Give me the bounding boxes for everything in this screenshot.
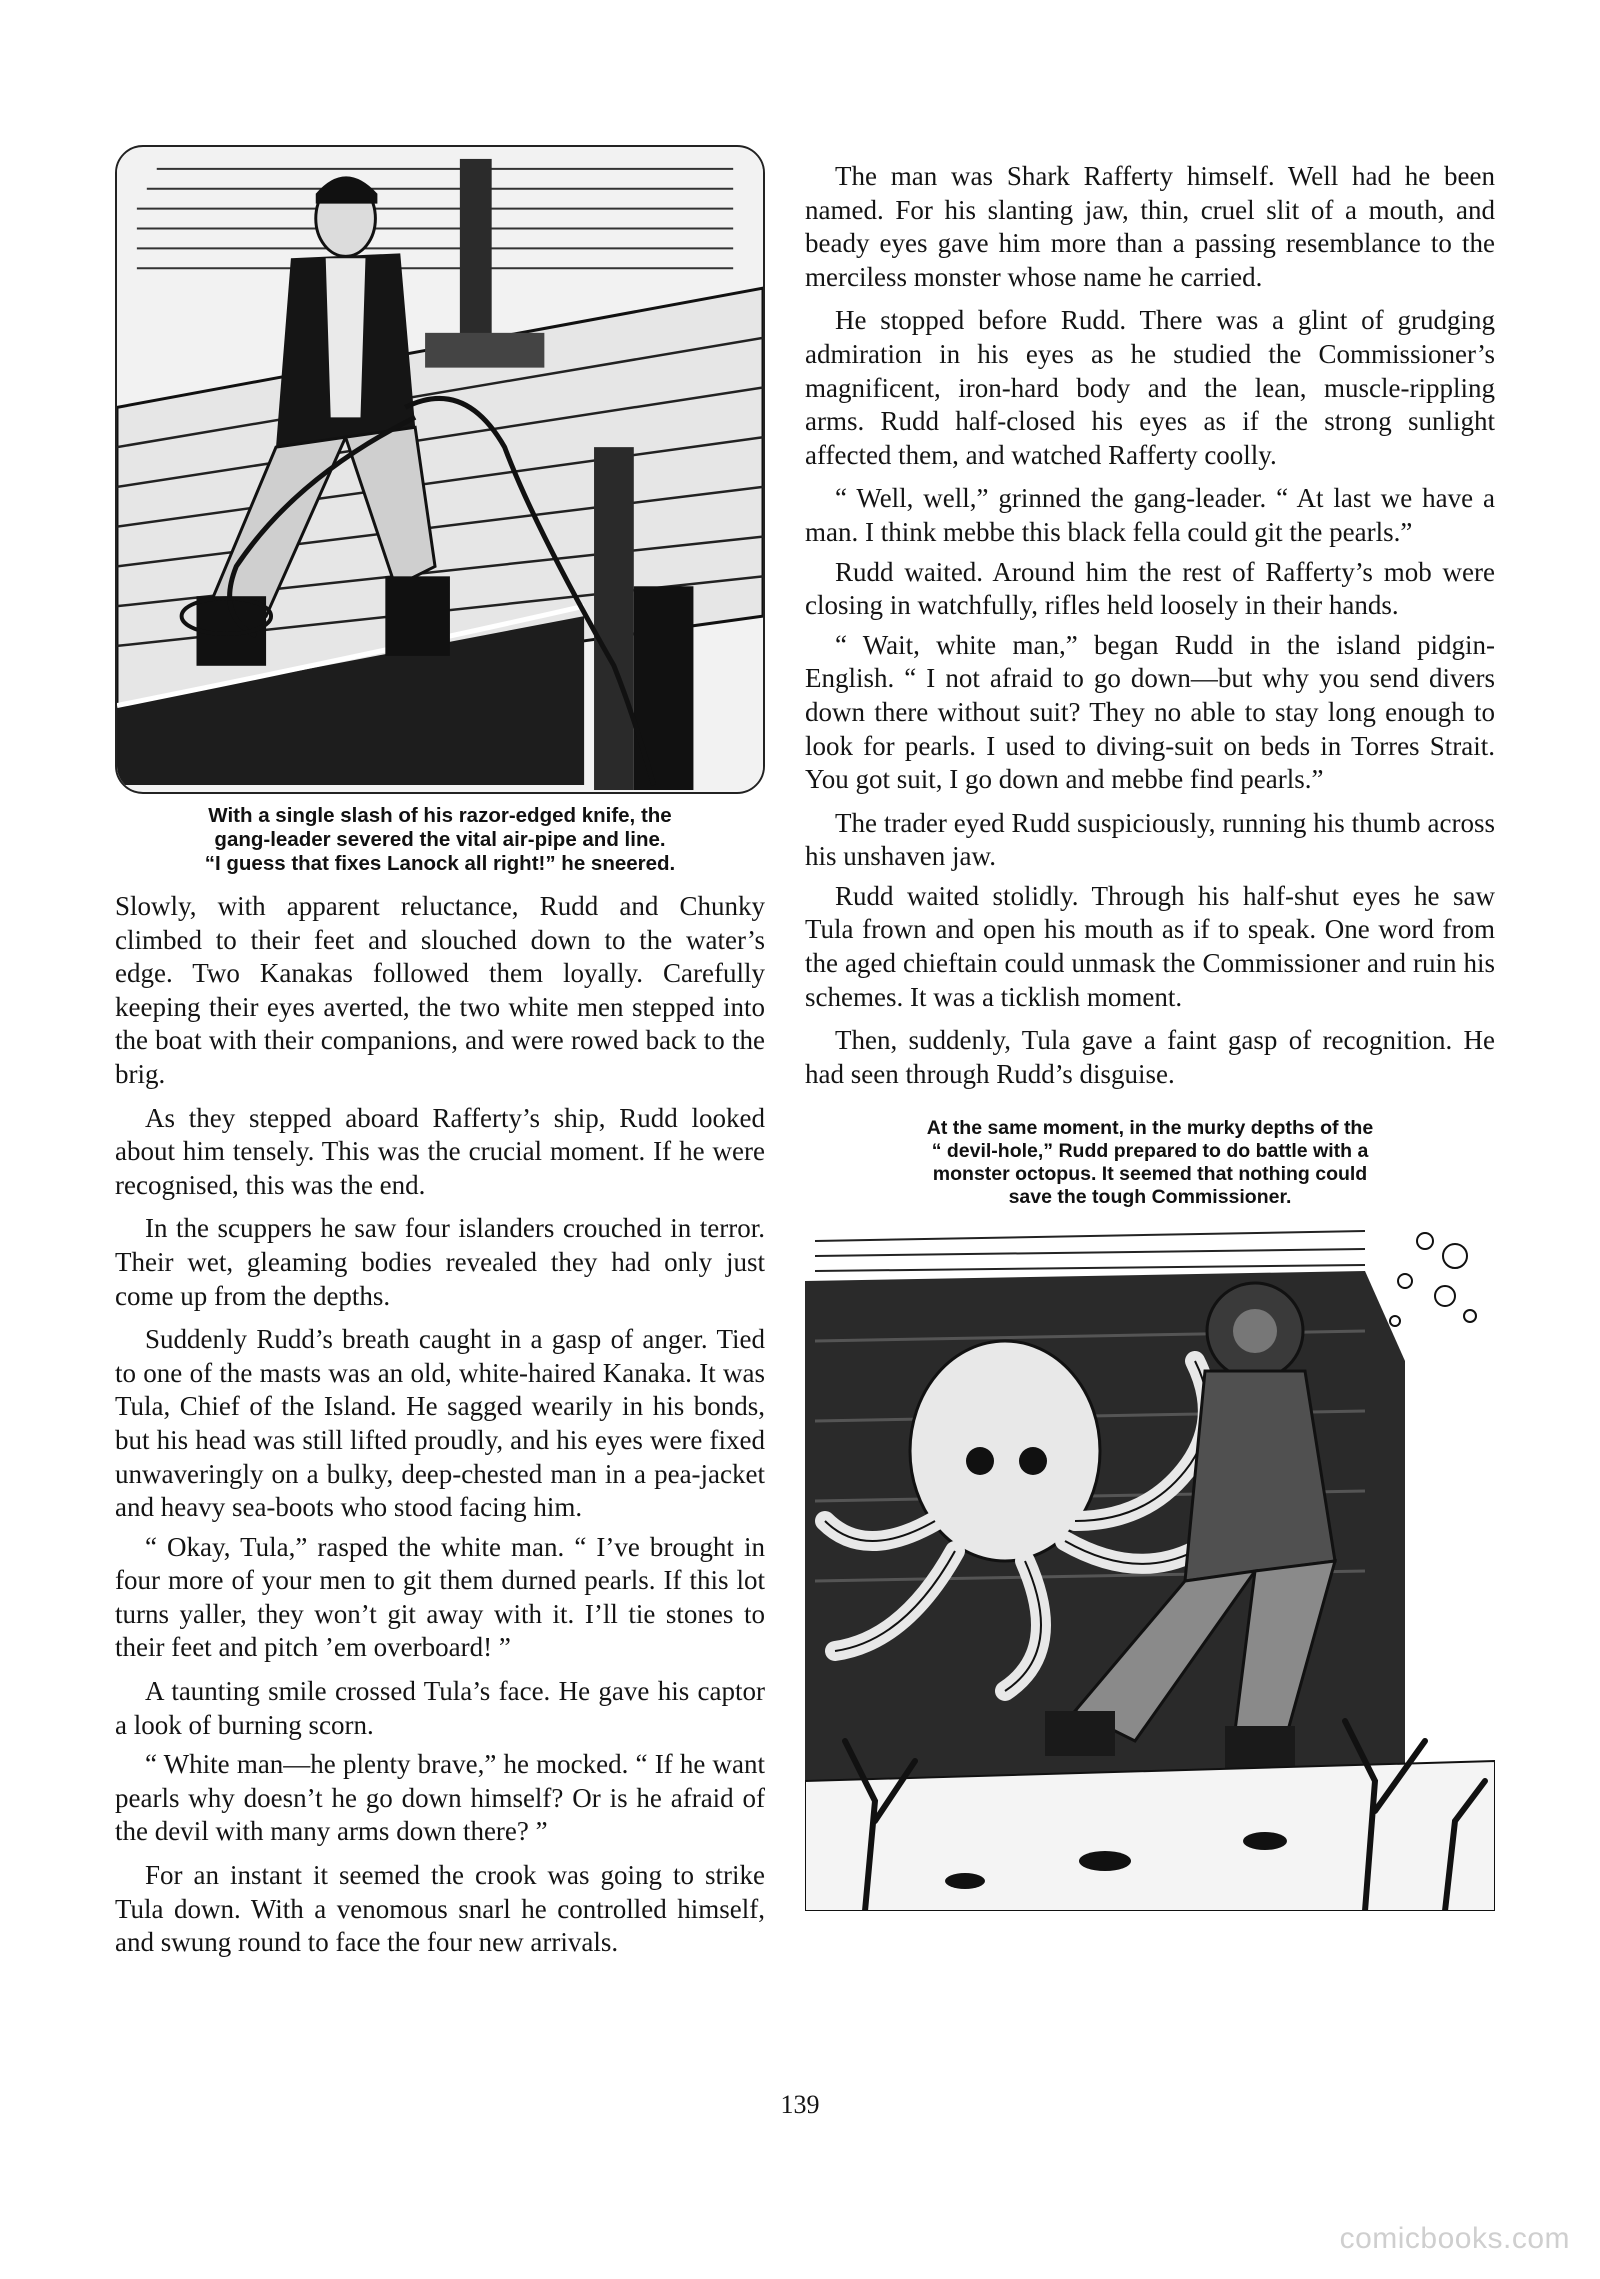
octopus-diver-drawing: [805, 1221, 1495, 1911]
caption-line: With a single slash of his razor-edged knife, the: [208, 804, 672, 827]
watermark: comicbooks.com: [1339, 2222, 1570, 2255]
paragraph: “ Okay, Tula,” rasped the white man. “ I’ve brought in four more of your men to git them durned pearls. If this lot turns yaller, they won’t git away with it. I’ll tie stones to their feet and pitch ’em overboard! ”: [115, 1531, 765, 1663]
paragraph: For an instant it seemed the crook was going to strike Tula down. With a venomous snarl he controlled himself, and swung round to face the four new arrivals.: [115, 1860, 765, 1958]
left-column: [115, 145, 765, 1970]
paragraph: Slowly, with apparent reluctance, Rudd and Chunky climbed to their feet and slouched down to the water’s edge. Two Kanakas followed them loyally. Carefully keeping their eyes averted, the two white men stepped into the boat with their companions, and were rowed back to the brig.: [115, 891, 765, 1089]
paragraph: Suddenly Rudd’s breath caught in a gasp of anger. Tied to one of the masts was an old, white-haired Kanaka. It was Tula, Chief of the Island. He sagged wearily in his bonds, but his head was still lifted proudly, and his eyes were fixed unwaveringly on a bulky, deep-chested man in a pea-jacket and heavy sea-boots who stood facing him.: [115, 1324, 765, 1523]
paragraph: Rudd waited stolidly. Through his half-shut eyes he saw Tula frown and open his mouth as if to speak. One word from the aged chieftain could unmask the Commissioner and ruin his schemes. It was a ticklish moment.: [805, 880, 1495, 1012]
paragraph: The trader eyed Rudd suspiciously, running his thumb across his unshaven jaw.: [805, 807, 1495, 872]
caption-line: “I guess that fixes Lanock all right!” he sneered.: [204, 852, 676, 875]
paragraph: A taunting smile crossed Tula’s face. He gave his captor a look of burning scorn.: [115, 1676, 765, 1740]
caption-line: monster octopus. It seemed that nothing could: [932, 1163, 1368, 1186]
caption-line: save the tough Commissioner.: [1008, 1186, 1292, 1209]
top-illustration-caption: [115, 804, 765, 876]
bottom-illustration-caption: [825, 1117, 1475, 1209]
caption-line: gang-leader severed the vital air-pipe and line.: [214, 828, 666, 851]
illustration-octopus-diver: [805, 1221, 1495, 1911]
paragraph: As they stepped aboard Rafferty’s ship, Rudd looked about him tensely. This was the crucial moment. If he were recognised, this was the end.: [115, 1102, 765, 1200]
illustration-ship-deck: [115, 145, 765, 794]
paragraph: “ Well, well,” grinned the gang-leader. “ At last we have a man. I think mebbe this black fella could git the pearls.”: [805, 483, 1495, 547]
page-number: 139: [780, 2090, 820, 2119]
caption-line: “ devil-hole,” Rudd prepared to do battle with a: [931, 1140, 1369, 1163]
paragraph: He stopped before Rudd. There was a glint of grudging admiration in his eyes as he studied the Commissioner’s magnificent, iron-hard body and the lean, muscle-rippling arms. Rudd half-closed his eyes as if the strong sunlight affected them, and watched Rafferty coolly.: [805, 305, 1495, 470]
caption-line: At the same moment, in the murky depths of the: [926, 1117, 1374, 1140]
ship-deck-drawing: [117, 147, 763, 792]
right-column: [805, 160, 1495, 1911]
paragraph: “ Wait, white man,” began Rudd in the island pidgin-English. “ I not afraid to go down—but why you send divers down there without suit? They no able to stay long enough to look for pearls. I used to diving-suit on beds in Torres Strait. You got suit, I go down and mebbe find pearls.”: [805, 629, 1495, 795]
paragraph: The man was Shark Rafferty himself. Well had he been named. For his slanting jaw, thin, cruel slit of a mouth, and beady eyes gave him more than a passing resemblance to the merciless monster whose name he carried.: [805, 161, 1495, 292]
paragraph: Then, suddenly, Tula gave a faint gasp of recognition. He had seen through Rudd’s disguise.: [805, 1025, 1495, 1089]
paragraph: In the scuppers he saw four islanders crouched in terror. Their wet, gleaming bodies revealed they had only just come up from the depths.: [115, 1213, 765, 1311]
paragraph: Rudd waited. Around him the rest of Rafferty’s mob were closing in watchfully, rifles held loosely in their hands.: [805, 556, 1495, 621]
paragraph: “ White man—he plenty brave,” he mocked. “ If he want pearls why doesn’t he go down himself? Or is he afraid of the devil with many arms down there? ”: [115, 1749, 765, 1847]
